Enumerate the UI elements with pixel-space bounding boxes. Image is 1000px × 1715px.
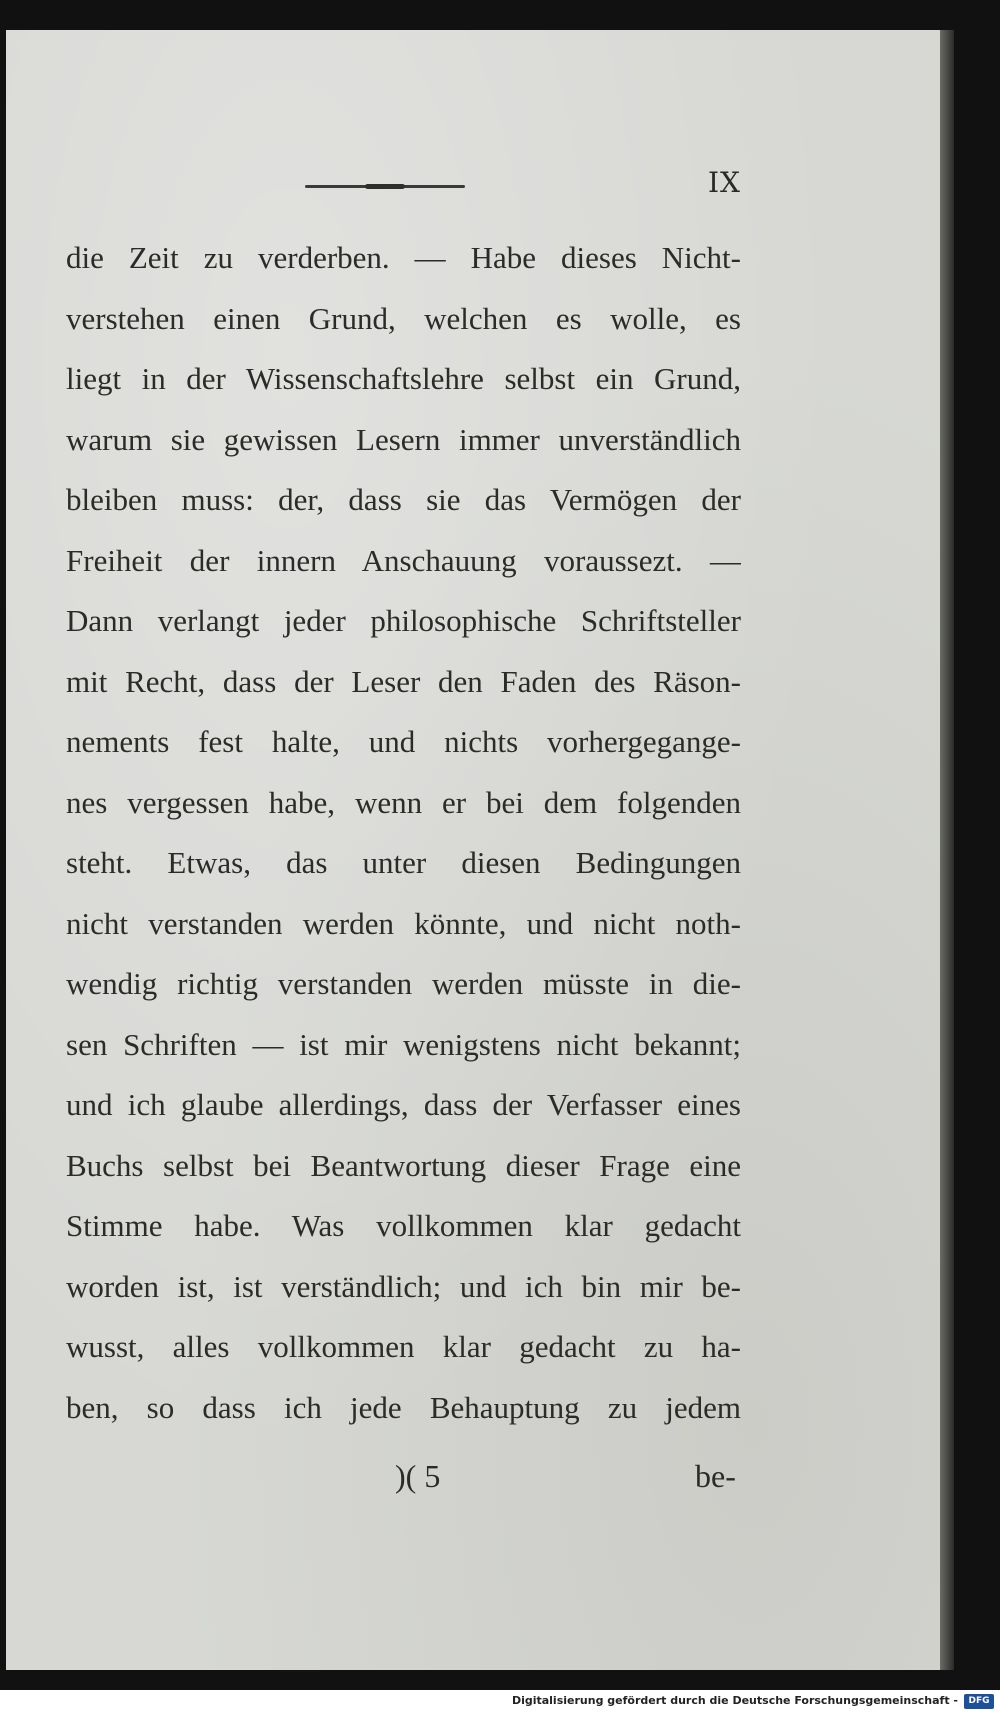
page-number: IX: [708, 166, 741, 199]
text-line: warum sie gewissen Lesern immer unverständlich: [66, 421, 741, 457]
text-line: und ich glaube allerdings, dass der Verfasser eines: [66, 1087, 741, 1122]
text-line: die Zeit zu verderben. — Habe dieses Nicht-: [66, 240, 741, 275]
text-line: verstehen einen Grund, welchen es wolle, es: [66, 300, 741, 336]
text-line: nements fest halte, und nichts vorhergegange-: [66, 724, 741, 759]
text-line: nicht verstanden werden könnte, und nicht noth-: [66, 905, 741, 941]
text-line: Freiheit der innern Anschauung voraussezt. —: [66, 542, 741, 578]
text-line: wusst, alles vollkommen klar gedacht zu ha-: [66, 1329, 741, 1364]
text-line: sen Schriften — ist mir wenigstens nicht bekannt;: [66, 1026, 741, 1062]
signature-mark: )( 5: [395, 1458, 441, 1494]
text-line: Dann verlangt jeder philosophische Schriftsteller: [66, 603, 741, 638]
page-edge: [940, 30, 954, 1670]
text-line: steht. Etwas, das unter diesen Bedingungen: [66, 845, 741, 880]
text-line: worden ist, ist verständlich; und ich bin mir be-: [66, 1268, 741, 1304]
text-line: bleiben muss: der, dass sie das Vermögen der: [66, 482, 741, 517]
text-line: nes vergessen habe, wenn er bei dem folgenden: [66, 784, 741, 820]
header-rule: [305, 185, 465, 188]
text-line: Stimme habe. Was vollkommen klar gedacht: [66, 1208, 741, 1243]
footer-credit: Digitalisierung gefördert durch die Deutsche Forschungsgemeinschaft -: [511, 1694, 958, 1707]
body-text: [66, 228, 741, 1438]
dfg-logo-icon[interactable]: DFG: [964, 1694, 994, 1709]
text-line: Buchs selbst bei Beantwortung dieser Frage eine: [66, 1147, 741, 1183]
text-line: liegt in der Wissenschaftslehre selbst ein Grund,: [66, 361, 741, 396]
text-line: mit Recht, dass der Leser den Faden des Räson-: [66, 663, 741, 699]
catchword: be-: [695, 1458, 736, 1494]
text-line: wendig richtig verstanden werden müsste in die-: [66, 966, 741, 1001]
text-line: ben, so dass ich jede Behauptung zu jedem: [66, 1389, 741, 1425]
footer-bar: [0, 1690, 1000, 1715]
